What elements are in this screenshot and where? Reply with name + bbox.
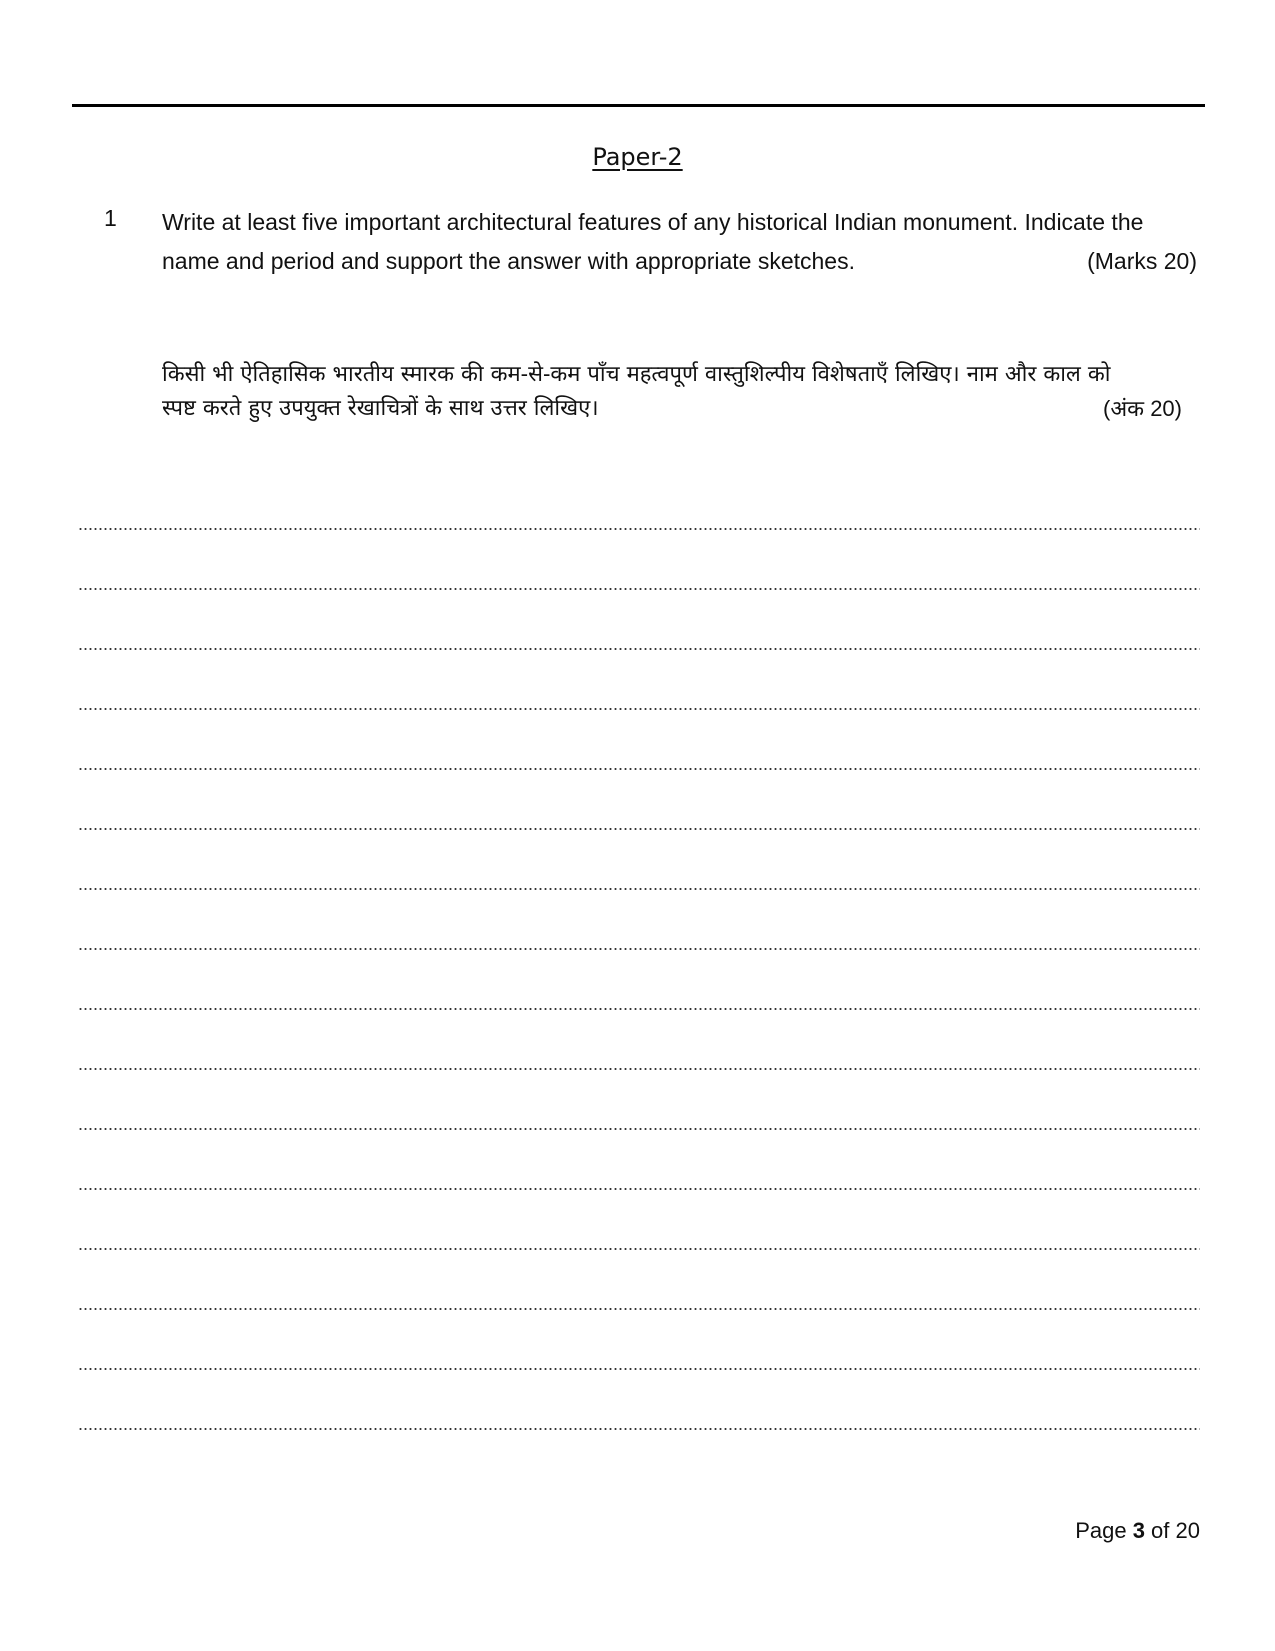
page-separator: of bbox=[1144, 1518, 1176, 1543]
answer-line[interactable] bbox=[78, 768, 1200, 770]
answer-line[interactable] bbox=[78, 1248, 1200, 1250]
answer-line[interactable] bbox=[78, 828, 1200, 830]
question-hindi bbox=[162, 358, 1182, 426]
question-english-line2: name and period and support the answer with appropriate sketches. bbox=[162, 248, 855, 274]
answer-line[interactable] bbox=[78, 1128, 1200, 1130]
answer-area[interactable] bbox=[78, 528, 1200, 1488]
question-english-line2-row bbox=[162, 242, 1197, 281]
answer-line[interactable] bbox=[78, 888, 1200, 890]
answer-line[interactable] bbox=[78, 588, 1200, 590]
answer-line[interactable] bbox=[78, 648, 1200, 650]
answer-line[interactable] bbox=[78, 708, 1200, 710]
question-hindi-line2: स्पष्ट करते हुए उपयुक्त रेखाचित्रों के साथ उत्तर लिखिए। bbox=[162, 396, 599, 421]
page-number bbox=[1075, 1518, 1200, 1544]
answer-line[interactable] bbox=[78, 1008, 1200, 1010]
answer-line[interactable] bbox=[78, 1368, 1200, 1370]
answer-line[interactable] bbox=[78, 948, 1200, 950]
top-divider bbox=[72, 104, 1205, 107]
question-english-line1: Write at least five important architectural features of any historical Indian monument. Indicate the bbox=[162, 209, 1144, 235]
answer-line[interactable] bbox=[78, 528, 1200, 530]
page-total: 20 bbox=[1175, 1518, 1200, 1543]
question-hindi-line2-row bbox=[162, 392, 1182, 426]
answer-line[interactable] bbox=[78, 1188, 1200, 1190]
page-current: 3 bbox=[1132, 1518, 1145, 1543]
question-english bbox=[162, 203, 1197, 281]
question-hindi-line1: किसी भी ऐतिहासिक भारतीय स्मारक की कम-से-कम पाँच महत्वपूर्ण वास्तुशिल्पीय विशेषताएँ लिखिए। नाम और काल को bbox=[162, 362, 1111, 387]
answer-line[interactable] bbox=[78, 1428, 1200, 1430]
question-number: 1 bbox=[104, 205, 117, 231]
answer-line[interactable] bbox=[78, 1068, 1200, 1070]
page-prefix: Page bbox=[1075, 1518, 1133, 1543]
answer-line[interactable] bbox=[78, 1308, 1200, 1310]
paper-title: Paper-2 bbox=[592, 143, 683, 171]
marks-hindi: (अंक 20) bbox=[1103, 396, 1182, 421]
marks-english: (Marks 20) bbox=[1087, 248, 1197, 274]
